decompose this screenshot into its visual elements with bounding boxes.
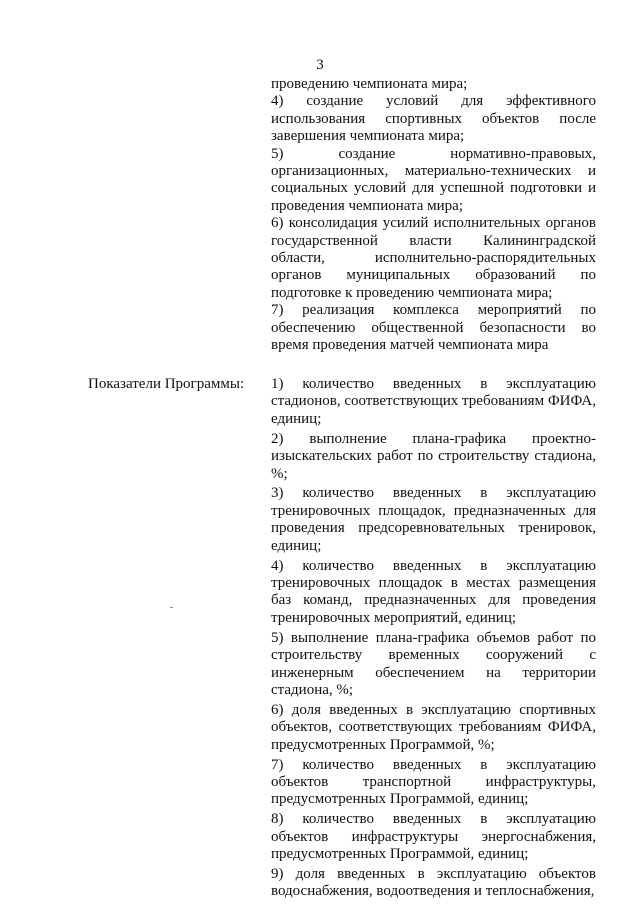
goal-item-5: 5) создание нормативно-правовых, организационных, материально-технических и социальных условий для успешной подготовки и проведения чемпионата мира; <box>271 145 596 214</box>
indicator-item-4: 4) количество введенных в эксплуатацию тренировочных площадок в местах размещения баз команд, предназначенных для проведения тренировочных мероприятий, единиц; <box>271 557 596 626</box>
indicator-item-1: 1) количество введенных в эксплуатацию стадионов, соответствующих требованиям ФИФА, единиц; <box>271 376 596 427</box>
indicator-item-9: 9) доля введенных в эксплуатацию объектов водоснабжения, водоотведения и теплоснабжения, <box>271 865 596 900</box>
goal-item-continued: проведению чемпионата мира; <box>271 76 468 92</box>
indicators-section-label: Показатели Программы: <box>88 376 245 392</box>
indicator-item-5: 5) выполнение плана-графика объемов работ по строительству временных сооружений с инженерным обеспечением на территории стадиона, %; <box>271 629 596 698</box>
goal-item-7: 7) реализация комплекса мероприятий по обеспечению общественной безопасности во время проведения матчей чемпионата мира <box>271 302 596 354</box>
goal-item-6: 6) консолидация усилий исполнительных органов государственной власти Калининградской области, исполнительно-распорядительных органов муниципальных образований по подготовке к проведению чемпионата мира; <box>271 215 596 301</box>
scan-speck <box>170 607 173 608</box>
indicators-list <box>271 376 596 901</box>
page-number: 3 <box>316 57 324 73</box>
indicator-item-6: 6) доля введенных в эксплуатацию спортивных объектов, соответствующих требованиям ФИФА, предусмотренных Программой, %; <box>271 701 596 753</box>
indicator-item-7: 7) количество введенных в эксплуатацию объектов транспортной инфраструктуры, предусмотренных Программой, единиц; <box>271 756 596 808</box>
goals-continued-list <box>271 76 596 355</box>
indicator-item-3: 3) количество введенных в эксплуатацию тренировочных площадок, предназначенных для проведения предсоревновательных тренировок, единиц; <box>271 485 596 554</box>
goal-item-4: 4) создание условий для эффективного использования спортивных объектов после завершения чемпионата мира; <box>271 93 596 145</box>
indicator-item-2: 2) выполнение плана-графика проектно-изыскательских работ по строительству стадиона, %; <box>271 430 596 482</box>
indicator-item-8: 8) количество введенных в эксплуатацию объектов инфраструктуры энергоснабжения, предусмотренных Программой, единиц; <box>271 811 596 863</box>
